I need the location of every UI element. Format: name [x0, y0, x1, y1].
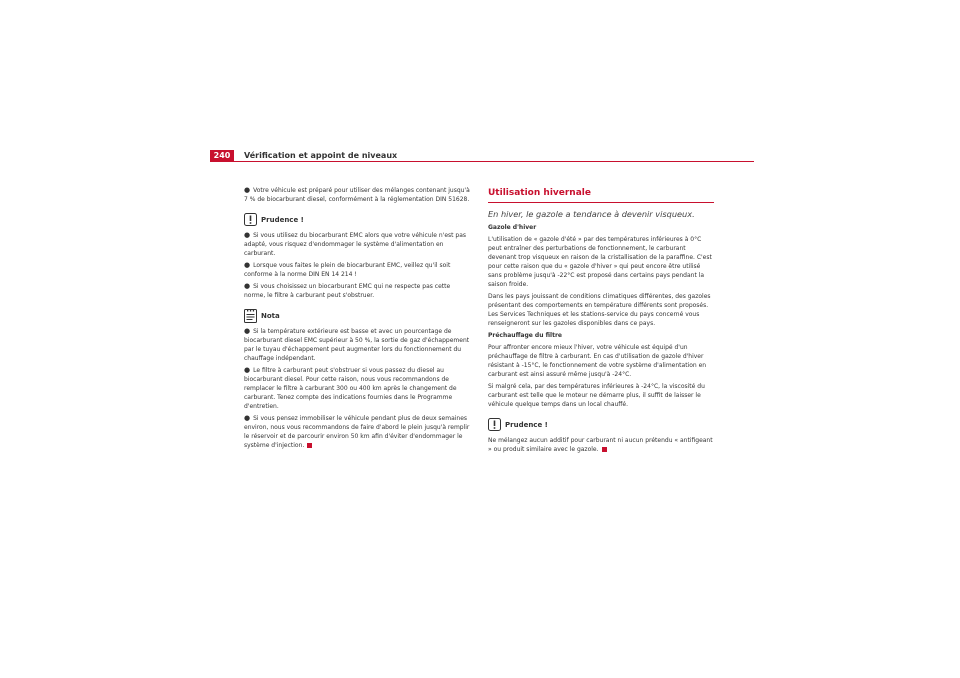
caution-header [244, 212, 471, 228]
end-of-section-icon [602, 447, 607, 452]
winter-diesel-paragraph: Dans les pays jouissant de conditions climatiques différentes, des gazoles présentant des comportements en température différents sont proposés. Les Services Techniques et les stations-service du pays concerné vous renseigneront sur les gazoles disponibles dans ce pays. [488, 293, 711, 327]
section-subtitle: En hiver, le gazole a tendance à devenir visqueux. [488, 209, 695, 219]
bullet-icon: ● [244, 261, 251, 269]
end-of-section-icon [307, 443, 312, 448]
caution-text: Ne mélangez aucun additif pour carburant ni aucun prétendu « antifigeant » ou produit similaire avec le gazole. [488, 437, 713, 453]
preheat-paragraph: Si malgré cela, par des températures inférieures à -24°C, la viscosité du carburant est telle que le moteur ne démarre plus, il suffit de laisser le véhicule quelque temps dans un local chauffé. [488, 383, 705, 408]
intro-bullet [244, 186, 471, 204]
bullet-icon: ● [244, 231, 251, 239]
bullet-icon: ● [244, 282, 251, 290]
bullet-icon: ● [244, 186, 251, 194]
caution-item-text: Si vous utilisez du biocarburant EMC alors que votre véhicule n'est pas adapté, vous risquez d'endommager le système d'alimentation en carburant. [244, 232, 467, 257]
note-icon [244, 309, 257, 324]
section-title: Utilisation hivernale [488, 188, 591, 198]
note-item [244, 414, 471, 450]
preheat-paragraph: Pour affronter encore mieux l'hiver, votre véhicule est équipé d'un préchauffage de filtre à carburant. En cas d'utilisation de gazole d'hiver résistant à -15°C, le fonctionnement de votre système d'alimentation en carburant est ainsi assuré même jusqu'à -24°C. [488, 344, 707, 378]
note-item-text: Si la température extérieure est basse et avec un pourcentage de biocarburant diesel EMC supérieur à 50 %, la sortie de gaz d'échappement par le tuyau d'échappement peut augmenter lors du fonctionnement du chauffage indépendant. [244, 328, 470, 362]
header-rule [210, 161, 754, 162]
running-title: Vérification et appoint de niveaux [244, 151, 398, 160]
note-item-text: Si vous pensez immobiliser le véhicule pendant plus de deux semaines environ, nous vous recommandons de faire d'abord le plein jusqu'à remplir le réservoir et de parcourir environ 50 km afin d'éviter d'endommager le système d'injection. [244, 415, 470, 449]
note-title: Nota [261, 311, 280, 320]
caution-item-text: Lorsque vous faites le plein de biocarburant EMC, veillez qu'il soit conforme à la norme DIN EN 14 214 ! [244, 262, 451, 278]
caution-paragraph [488, 436, 714, 454]
bullet-icon: ● [244, 327, 251, 335]
note-item-text: Le filtre à carburant peut s'obstruer si vous passez du diesel au biocarburant diesel. Pour cette raison, nous vous recommandons de remplacer le filtre à carburant 300 ou 400 km après le changement de carburant. Tenez compte des indications fournies dans le Programme d'entretien. [244, 367, 457, 410]
winter-diesel-paragraph: L'utilisation de « gazole d'été » par des températures inférieures à 0°C peut entraîner des perturbations de fonctionnement, le carburant devenant trop visqueux en raison de la cristallisation de la paraffine. C'est pour cette raison que du « gazole d'hiver » qui peut encore être utilisé sans problème jusqu'à -22°C est proposé dans certains pays pendant la saison froide. [488, 236, 712, 288]
note-header [244, 308, 471, 324]
caution-item [244, 261, 471, 279]
note-item [244, 366, 471, 411]
warning-icon [488, 418, 501, 433]
preheat-heading: Préchauffage du filtre [488, 332, 562, 339]
note-item [244, 327, 471, 363]
bullet-icon: ● [244, 414, 251, 422]
caution-title: Prudence ! [261, 215, 304, 224]
warning-icon [244, 213, 257, 228]
page-number: 240 [210, 150, 234, 161]
caution-item [244, 231, 471, 258]
section-rule [488, 202, 714, 203]
intro-bullet-text: Votre véhicule est préparé pour utiliser des mélanges contenant jusqu'à 7 % de biocarburant diesel, conformément à la réglementation DIN 51628. [244, 187, 470, 203]
caution-item-text: Si vous choisissez un biocarburant EMC qui ne respecte pas cette norme, le filtre à carburant peut s'obstruer. [244, 283, 451, 299]
left-column [244, 186, 471, 453]
caution-title: Prudence ! [505, 420, 548, 429]
caution-header [488, 417, 714, 433]
winter-diesel-heading: Gazole d'hiver [488, 224, 537, 231]
bullet-icon: ● [244, 366, 251, 374]
caution-item [244, 282, 471, 300]
right-column [488, 187, 714, 457]
